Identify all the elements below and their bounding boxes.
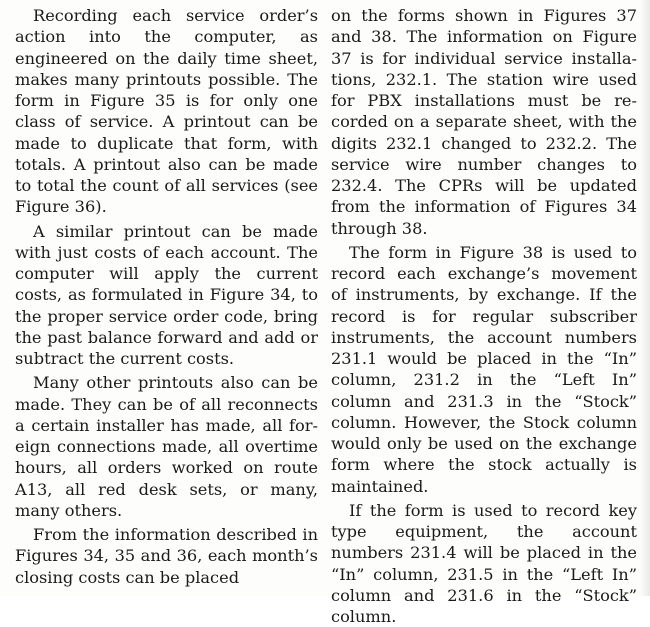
paragraph: The form in Figure 38 is used to record each exchange’s movement of instruments, by exchange. If the record is for regular subscriber instruments, the account numbers 231.1 would be placed in the “In” column, 231.2 in the “Left In” column and 231.3 in the “Stock” column. However, the Stock column would only be used on the exchange form where the stock actually is maintained. — [331, 242, 637, 496]
paragraph: From the information described in Figures 34, 35 and 36, each month’s closing costs can be placed — [15, 525, 318, 587]
paragraph: Many other printouts also can be made. They can be of all reconnects a certain installer has made, all foreign connections made, all overtime hours, all orders worked on route A13, all red desk sets, or many, many others. — [15, 373, 318, 520]
left-column — [15, 5, 318, 588]
paragraph-continued: on the forms shown in Figures 37 and 38. The information on Figure 37 is for individual service installations, 232.1. The station wire used for PBX installations must be recorded on a separate sheet, with the digits 232.1 changed to 232.2. The service wire number changes to 232.4. The CPRs will be updated from the information of Figures 34 through 38. — [331, 6, 637, 238]
paragraph: If the form is used to record key type equipment, the account numbers 231.4 will be placed in the “In” column, 231.5 in the “Left In” column and 231.6 in the “Stock” column. — [331, 500, 637, 626]
paragraph: Recording each service order’s action into the computer, as engineered on the daily time sheet, makes many printouts possible. The form in Figure 35 is for only one class of service. A printout can be made to duplicate that form, with totals. A printout also can be made to total the count of all services (see Figure 36). — [15, 6, 318, 217]
page-edge-shadow — [640, 0, 650, 596]
paragraph: A similar printout can be made with just costs of each account. The computer will apply the current costs, as formulated in Figure 34, to the proper service order code, bring the past balance forward and add or subtract the current costs. — [15, 221, 318, 368]
right-column — [331, 5, 637, 627]
